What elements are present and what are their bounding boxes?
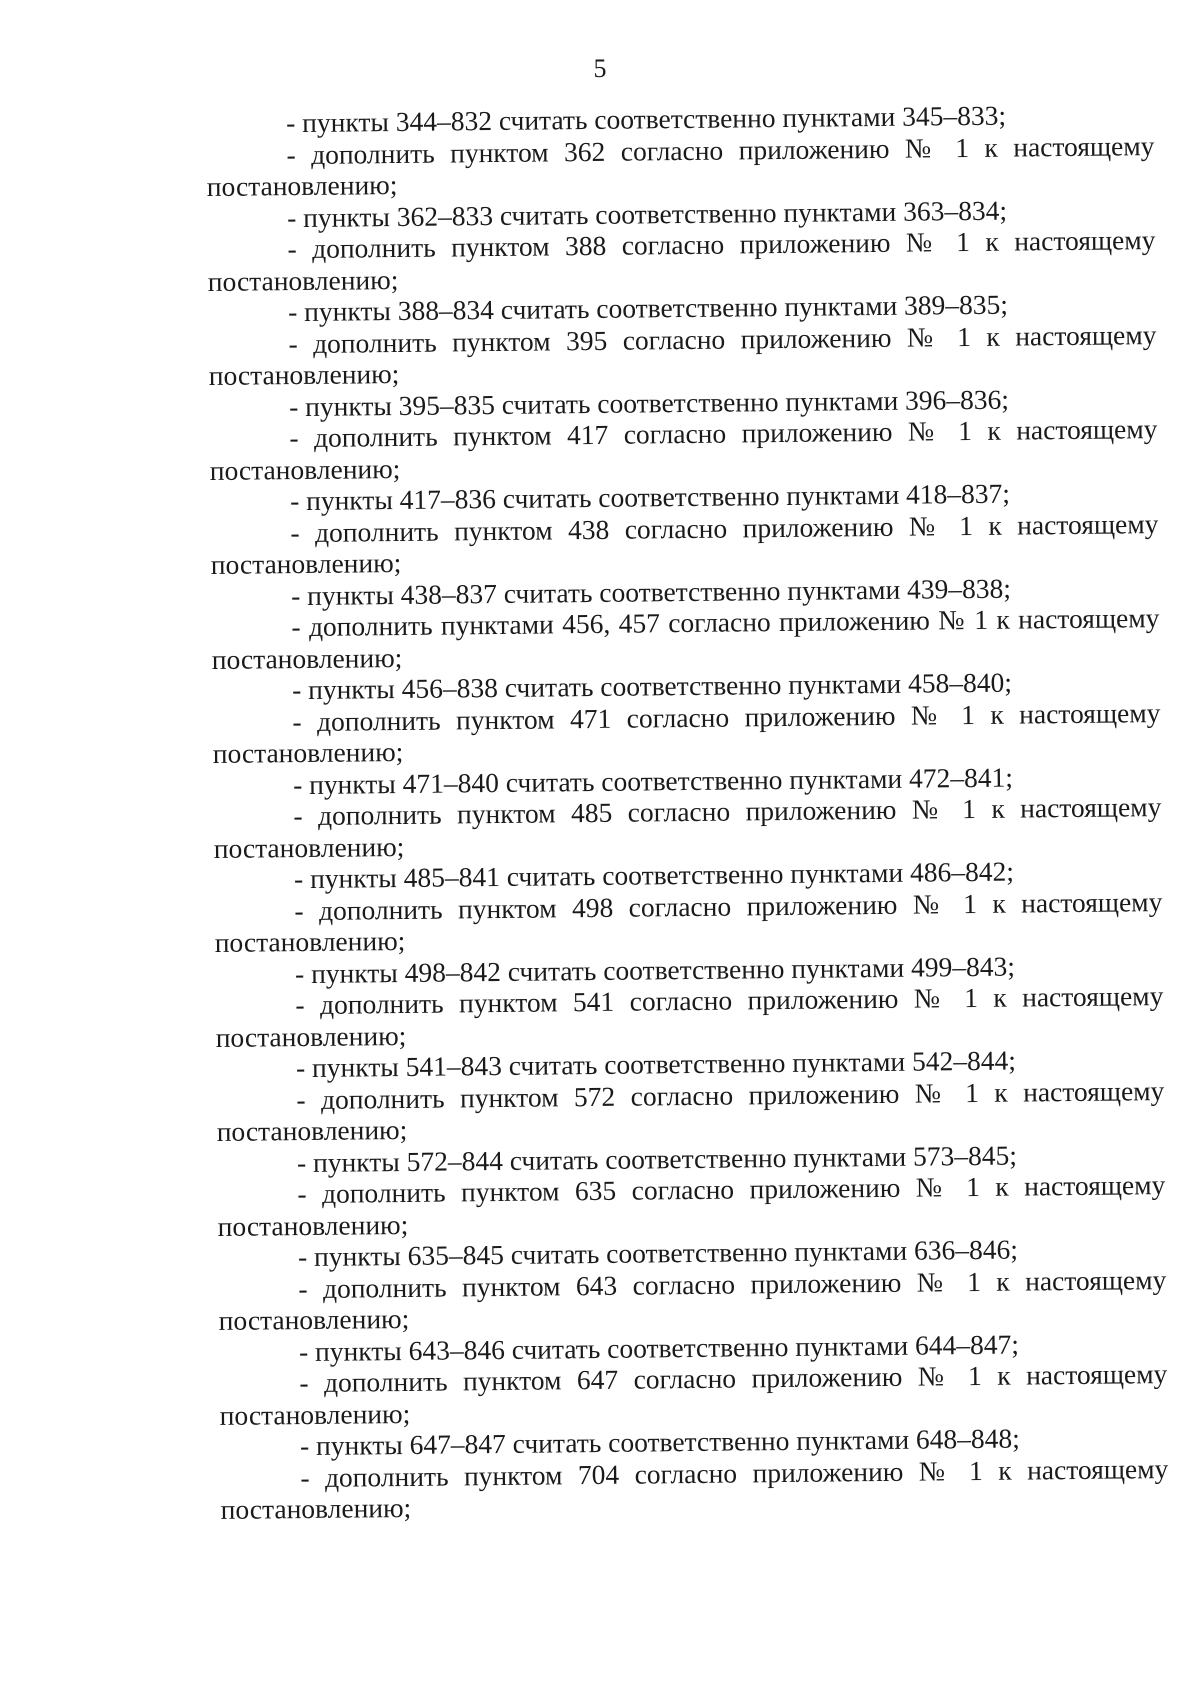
amendment-paragraph: - дополнить пунктом 498 согласно приложению № 1 к настоящему постановлению; xyxy=(214,885,1163,958)
renumbering-paragraph: - пункты 485–841 считать соответственно пунктами 486–842; xyxy=(293,855,1015,895)
amendment-paragraph: - дополнить пунктом 635 согласно приложению № 1 к настоящему постановлению; xyxy=(217,1169,1166,1242)
renumbering-paragraph: - пункты 471–840 считать соответственно пунктами 472–841; xyxy=(292,761,1014,800)
renumbering-paragraph: - пункты 572–844 считать соответственно пунктами 573–845; xyxy=(296,1139,1018,1178)
amendment-paragraph: - дополнить пунктом 704 согласно приложению № 1 к настоящему постановлению; xyxy=(220,1452,1169,1525)
amendment-paragraph: - дополнить пунктами 456, 457 согласно приложению № 1 к настоящему постановлению; xyxy=(211,602,1160,675)
amendment-paragraph: - дополнить пунктом 572 согласно приложению № 1 к настоящему постановлению; xyxy=(216,1074,1165,1147)
renumbering-paragraph: - пункты 498–842 считать соответственно пунктами 499–843; xyxy=(294,950,1016,989)
amendment-paragraph: - дополнить пунктом 647 согласно приложению № 1 к настоящему постановлению; xyxy=(219,1358,1168,1431)
renumbering-paragraph: - пункты 417–836 считать соответственно пунктами 418–837; xyxy=(289,477,1011,517)
amendment-paragraph: - дополнить пунктом 388 согласно приложению № 1 к настоящему постановлению; xyxy=(207,224,1156,297)
renumbering-paragraph: - пункты 344–832 считать соответственно пунктами 345–833; xyxy=(285,99,1007,139)
renumbering-paragraph: - пункты 456–838 считать соответственно пунктами 458–840; xyxy=(291,666,1013,706)
renumbering-paragraph: - пункты 362–833 считать соответственно пунктами 363–834; xyxy=(286,194,1008,233)
amendment-paragraph: - дополнить пунктом 471 согласно приложению № 1 к настоящему постановлению; xyxy=(212,696,1161,769)
renumbering-paragraph: - пункты 643–846 считать соответственно пунктами 644–847; xyxy=(298,1328,1020,1367)
renumbering-paragraph: - пункты 388–834 считать соответственно пунктами 389–835; xyxy=(287,288,1009,328)
amendment-paragraph: - дополнить пунктом 395 согласно приложению № 1 к настоящему постановлению; xyxy=(208,318,1157,391)
renumbering-paragraph: - пункты 647–847 считать соответственно пунктами 648–848; xyxy=(299,1422,1021,1462)
document-body xyxy=(206,98,1169,1525)
amendment-paragraph: - дополнить пунктом 643 согласно приложению № 1 к настоящему постановлению; xyxy=(218,1263,1167,1336)
amendment-paragraph: - дополнить пунктом 541 согласно приложению № 1 к настоящему постановлению; xyxy=(215,980,1164,1053)
amendment-paragraph: - дополнить пунктом 485 согласно приложению № 1 к настоящему постановлению; xyxy=(213,791,1162,864)
page-number: 5 xyxy=(593,54,607,83)
renumbering-paragraph: - пункты 395–835 считать соответственно пунктами 396–836; xyxy=(288,383,1010,422)
renumbering-paragraph: - пункты 438–837 считать соответственно пунктами 439–838; xyxy=(290,572,1012,611)
amendment-paragraph: - дополнить пунктом 362 согласно приложению № 1 к настоящему постановлению; xyxy=(206,129,1155,202)
renumbering-paragraph: - пункты 635–845 считать соответственно пунктами 636–846; xyxy=(297,1233,1019,1273)
renumbering-paragraph: - пункты 541–843 считать соответственно пунктами 542–844; xyxy=(295,1044,1017,1084)
amendment-paragraph: - дополнить пунктом 438 согласно приложению № 1 к настоящему постановлению; xyxy=(210,507,1159,580)
amendment-paragraph: - дополнить пунктом 417 согласно приложению № 1 к настоящему постановлению; xyxy=(209,413,1158,486)
